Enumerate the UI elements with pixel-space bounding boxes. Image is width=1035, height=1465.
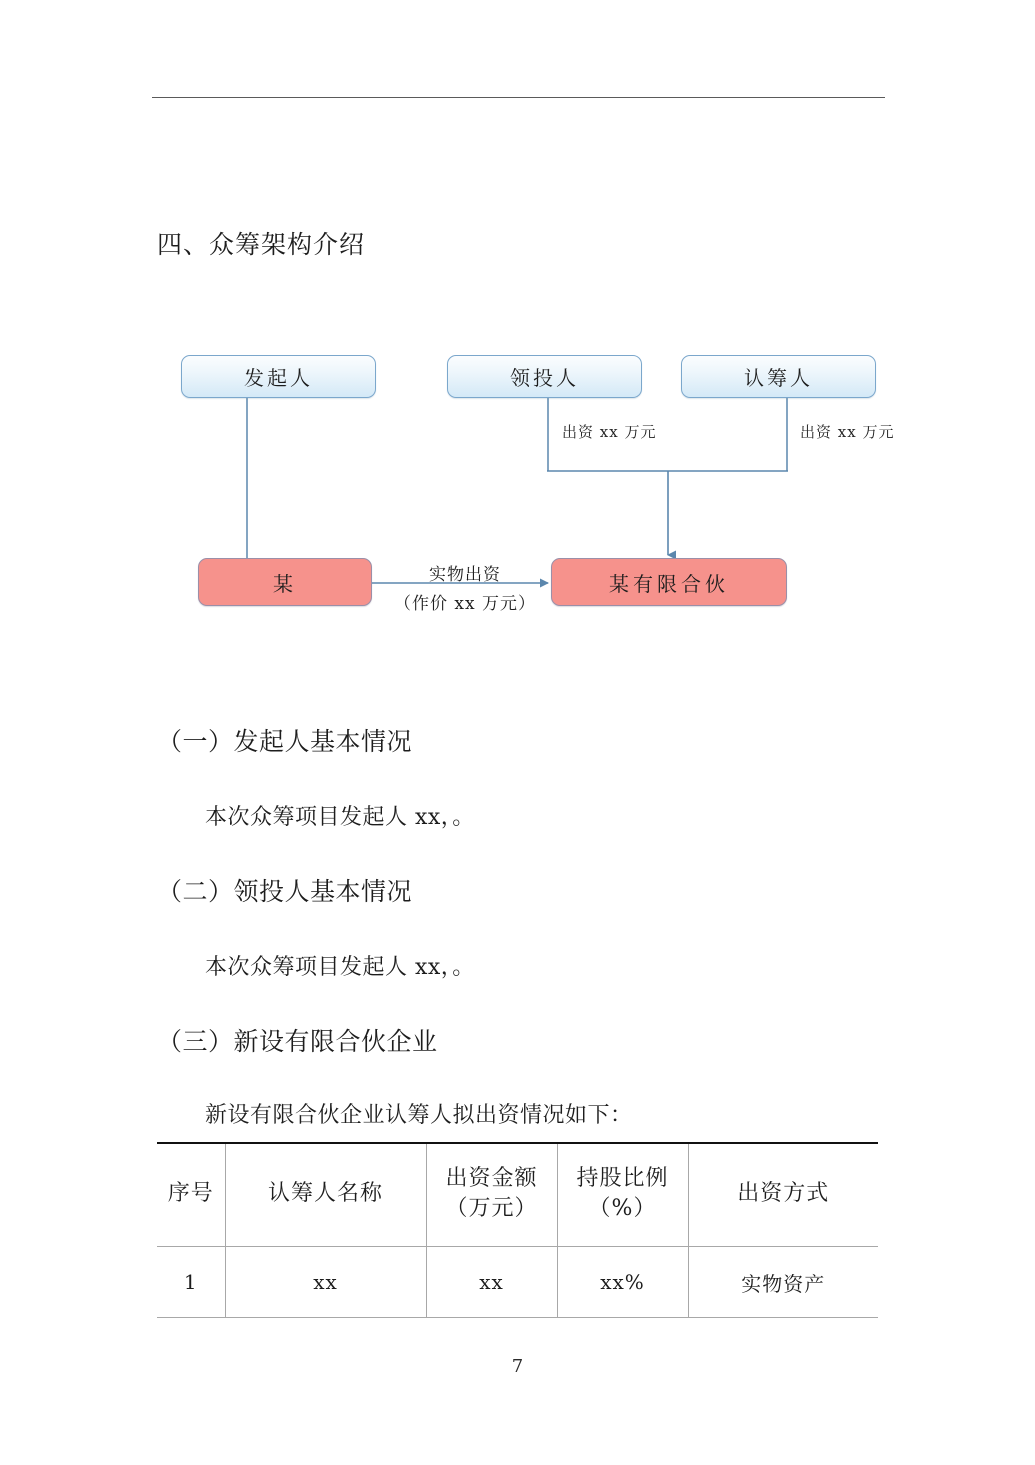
table-header-method xyxy=(688,1143,878,1247)
table-header-row xyxy=(157,1143,878,1247)
section-heading-2: （二）领投人基本情况 xyxy=(157,877,413,906)
page-title: 四、众筹架构介绍 xyxy=(157,230,366,259)
diagram-node-lead-investor xyxy=(447,355,642,398)
diagram-node-party-label: 某 xyxy=(273,571,297,596)
diagram-node-founder xyxy=(181,355,376,398)
section-heading-1: （一）发起人基本情况 xyxy=(157,727,413,756)
section-body-3: 新设有限合伙企业认筹人拟出资情况如下： xyxy=(205,1103,633,1128)
table-header-ratio-line2: （%） xyxy=(588,1196,657,1221)
table-cell-ratio: xx% xyxy=(557,1247,688,1318)
contribution-table xyxy=(157,1142,878,1318)
diagram-node-lead-investor-label: 领投人 xyxy=(510,366,579,390)
connector-label-lead-contribution: 出资 xx 万元 xyxy=(562,423,657,441)
table-header-index xyxy=(157,1143,225,1247)
table-header-amount-line1: 出资金额 xyxy=(445,1166,538,1192)
diagram-node-party xyxy=(198,558,372,606)
diagram-node-founder-label: 发起人 xyxy=(244,366,313,390)
contribution-table-wrapper xyxy=(157,1142,878,1318)
table-cell-name: xx xyxy=(225,1247,426,1318)
table-header-name xyxy=(225,1143,426,1247)
edge-label-contribution-valuation: （作价 xx 万元） xyxy=(394,594,536,614)
edge-label-contribution-type: 实物出资 xyxy=(429,565,501,585)
table-cell-method: 实物资产 xyxy=(688,1247,878,1318)
connector-label-investor-contribution: 出资 xx 万元 xyxy=(800,423,895,441)
header-rule xyxy=(152,97,885,98)
table-header-amount-line2: （万元） xyxy=(445,1196,538,1221)
table-cell-amount: xx xyxy=(426,1247,557,1318)
diagram-node-crowd-investor xyxy=(681,355,876,398)
table-header-index-line1: 序号 xyxy=(167,1181,214,1207)
section-body-1: 本次众筹项目发起人 xx，。 xyxy=(205,805,475,830)
diagram-node-limited-partnership xyxy=(551,558,787,606)
page-number: 7 xyxy=(511,1356,524,1377)
diagram-node-crowd-investor-label: 认筹人 xyxy=(744,366,813,390)
table-header-name-line1: 认筹人名称 xyxy=(267,1181,383,1207)
table-cell-index: 1 xyxy=(157,1247,225,1318)
table-header-method-line1: 出资方式 xyxy=(737,1181,830,1207)
table-row xyxy=(157,1247,878,1318)
table-header-amount xyxy=(426,1143,557,1247)
section-heading-3: （三）新设有限合伙企业 xyxy=(157,1027,438,1056)
table-header-ratio-line1: 持股比例 xyxy=(576,1166,669,1192)
table-header-ratio xyxy=(557,1143,688,1247)
section-body-2: 本次众筹项目发起人 xx，。 xyxy=(205,955,475,980)
diagram-node-limited-partnership-label: 某有限合伙 xyxy=(609,571,729,596)
